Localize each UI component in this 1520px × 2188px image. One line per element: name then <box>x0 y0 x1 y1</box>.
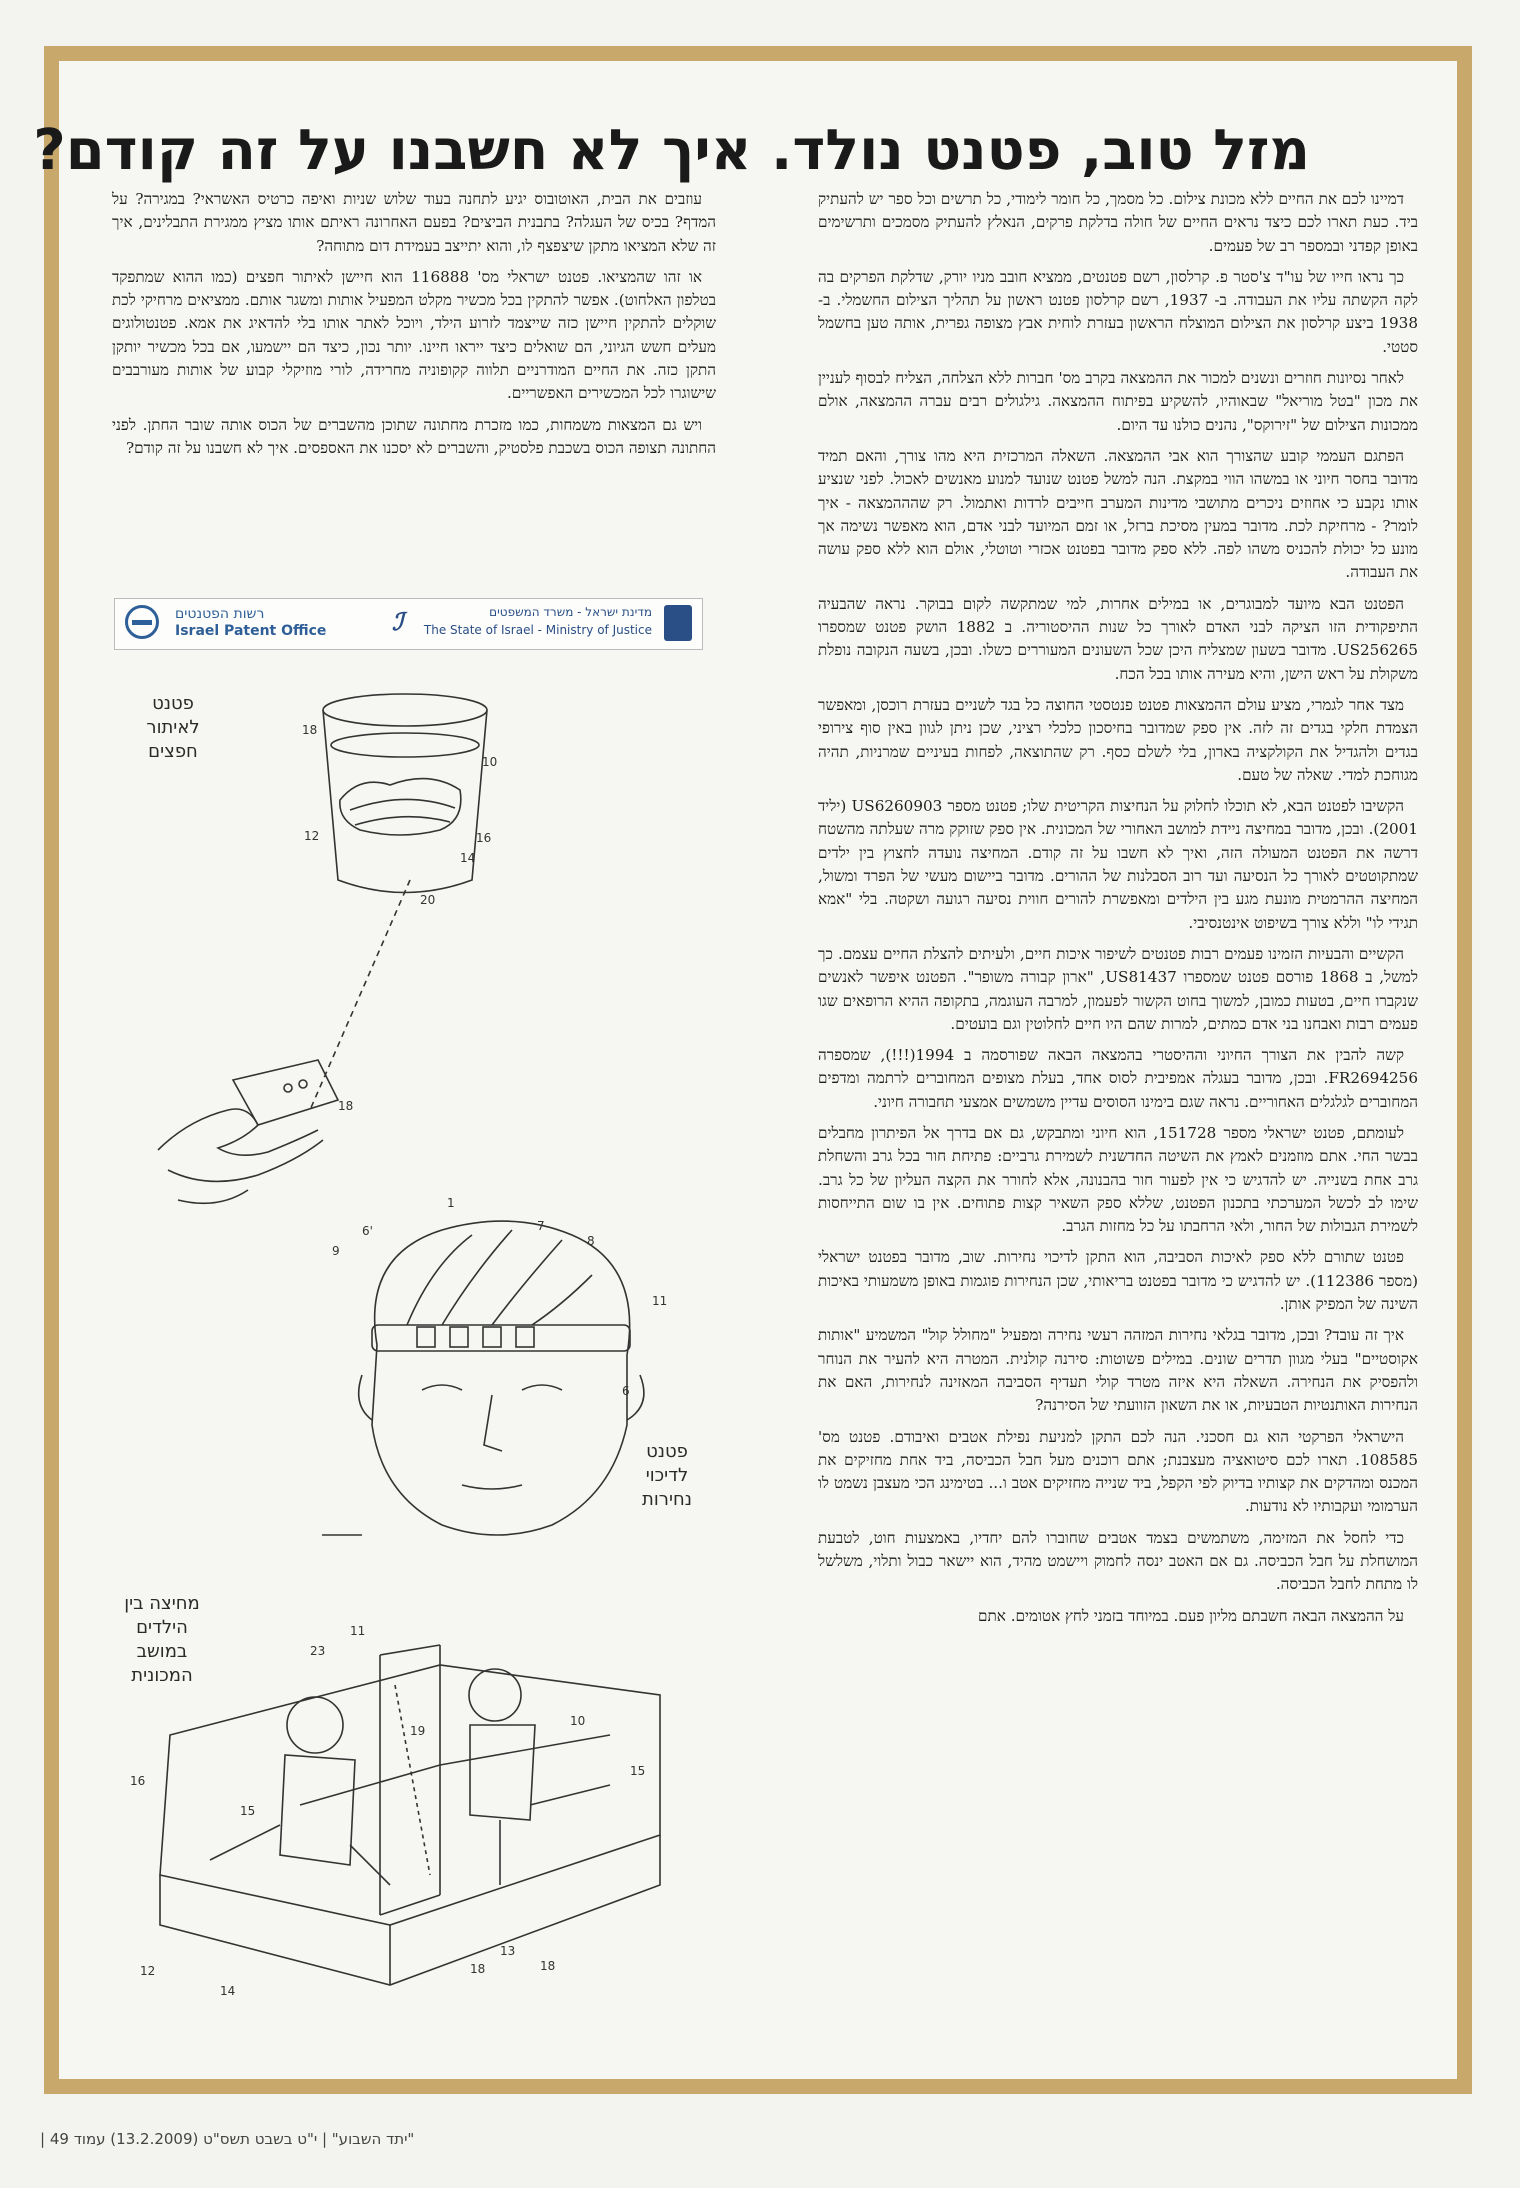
page-footer: "יתד השבוע" | י"ט בשבט תשס"ט (13.2.2009) עמוד 49 | <box>40 2130 415 2148</box>
ref-number: 15 <box>630 1764 646 1778</box>
caption-line: לאיתור <box>146 717 200 738</box>
paragraph: לאחר נסיונות חוזרים ונשנים למכור את ההמצאה בקרב מס' חברות ללא הצלחה, הצליח לבסוף לעניין את מכון "בטל מוריאל" שבאוהיו, להשקיע בפיתוח ההמצאה. גילגולים רבים עברה ההמצאה, אולם ממכונות הצילום של "זירוקס", נהנים כולנו עד היום. <box>818 369 1418 434</box>
ipo-hebrew-name: רשות הפטנטים <box>175 606 265 622</box>
article-column-right <box>818 188 1418 2023</box>
ref-number: 11 <box>652 1294 668 1308</box>
ref-number: 12 <box>304 829 320 843</box>
paragraph: כך נראו חייו של עו"ד צ'סטר פ. קרלסון, רשם פטנטים, ממציא חובב מניו יורק, שדלקת הפרקים בה לקה הקשתה עליו את העבודה. ב- 1937, רשם קרלסון פטנט ראשון על תהליך הצילום החשמלי. ב- 1938 ביצע קרלסון את הצילום המוצלח הראשון בעזרת לוחית אבץ מצופה גפרית, אותה טען בחשמל סטטי. <box>818 267 1418 356</box>
caption-line: המכונית <box>131 1665 193 1686</box>
ref-number: 8 <box>587 1234 595 1248</box>
israel-patent-office-logo <box>125 605 355 643</box>
ref-number: 18 <box>470 1962 486 1976</box>
state-emblem-icon <box>664 605 692 641</box>
caption-line: פטנט <box>152 693 194 714</box>
ref-number: 18 <box>302 723 318 737</box>
ipo-english-name: Israel Patent Office <box>175 623 327 639</box>
ref-number: 10 <box>482 755 498 769</box>
ref-number: 11 <box>350 1624 366 1638</box>
ref-number: 14 <box>460 851 476 865</box>
ref-number: 13 <box>500 1944 516 1958</box>
ipo-mark-icon: ℐ <box>392 607 404 636</box>
ministry-of-justice-logo <box>392 603 692 645</box>
ref-number: 18 <box>338 1099 354 1113</box>
paragraph: כדי לחסל את המזימה, משתמשים בצמד אטבים שחוברו להם יחדיו, באמצעות חוט, לטבעת המושחלת על חבל הכביסה. גם אם האטב ינסה לחמוק ויישמט מהיד, הוא יישאר כבול ותלוי, משלשל לו מתחת לחבל הכביסה. <box>818 1528 1418 1594</box>
glass-dentures-drawing <box>300 690 510 910</box>
ref-number: 10 <box>570 1714 586 1728</box>
ref-number: 6 <box>622 1384 630 1398</box>
caption-line: לדיכוי <box>645 1465 689 1486</box>
article-title: מזל טוב, פטנט נולד. איך לא חשבנו על זה קודם? <box>33 117 1310 183</box>
caption-object-finder <box>118 692 228 764</box>
ref-number: 12 <box>140 1964 156 1978</box>
moj-english-name: The State of Israel - Ministry of Justice <box>423 623 652 637</box>
ref-number: 23 <box>310 1644 326 1658</box>
paragraph: לעומתם, פטנט ישראלי מספר 151728, הוא חיוני ומתבקש, גם אם בדרך אל הפיתרון מחבלים בבשר החי. אתם מוזמנים לאמץ את השיטה החדשנית לשמירת גרביים: פתיחת חור בכל גרב והשחלת גרב אחת בשנייה. יש להדגיש כי אין לפעור חור בהבנונה, אלא לחורר את הקצה העליון של כל גרב. שימו לב לכשל המערכתי בתכנון הפטנט, שללא ספק השאיר קצות פתוחים. אין בו שום התייחסות לשמירת הגבולות של החור, ולאי הרחבתו על כל מחזות הגרב. <box>818 1123 1418 1236</box>
caption-snore-suppressor <box>622 1440 712 1512</box>
paragraph: הקשיים והבעיות הזמינו פעמים רבות פטנטים לשיפור איכות חיים, ולעיתים להצלת החיים עצמם. כך למשל, ב 1868 פורסם פטנט שמספרו US81437, "ארון קבורה משופר". הפטנט איפשר לאנשים שנקברו חיים, בטעות כמובן, למשוך בחוט הקשור לפעמון, למרבה העוגמה, בתקופה ההיא הרופאים שגו פעמים רבות ואבחנו בני אדם כמתים, למרות שהם היו חיים לחלוטין וגם בועטים. <box>818 944 1418 1033</box>
ref-number: 7 <box>537 1219 545 1233</box>
paragraph: הקשיבו לפטנט הבא, לא תוכלו לחלוק על הנחיצות הקריטית שלו; פטנט מספר US6260903 (יליד 2001). ובכן, מדובר במחיצה ניידת למושב האחורי של המכונית. אין ספק שזוקק מרה שעלתה מהשטח דרשה את הפטנט המעולה הזה, ואיך לא חשבו על זה קודם. המחיצה נועדה לחצוץ בין ילדים שמתקוטטים לאורך כל הנסיעה ועד רוב הסבלנות של ההורים. מדובר ביישום מעשי של הפרד ומשול, המחיצה ההרמטית מונעת מגע בין הילדים ומאפשרת להורים חווית נסיעה רגועה ושקטה. בלי "אמא תגידי לו" וללא צורך בשיפוט אינטנסיבי. <box>818 797 1418 932</box>
hand-device-drawing <box>148 1040 358 1220</box>
caption-line: נחירות <box>642 1489 692 1510</box>
globe-icon <box>125 605 159 639</box>
ref-number: 20 <box>420 893 436 907</box>
caption-line: במושב <box>136 1641 188 1662</box>
paragraph: הפתגם העממי קובע שהצורך הוא אבי ההמצאה. השאלה המרכזית היא מהו צורך, והאם תמיד מדובר בחסר חיוני או במשהו הווי במקצת. הנה למשל פטנט שנועד למנוע מאנשים לאכול. לפני שנציע אותו נקבע כי אחוזים ניכרים מתושבי מדינות המערב חייבים לרדות ואתמול. רק שהההמצאה - איך לומר? - מרחיקת לכת. מדובר במעין מסיכת ברזל, או זמם המיועד לבני אדם, הוא מאפשר נשימה אך מונע כל יכולת להכניס משהו לפה. ללא ספק מדובר בפטנט אכזרי וטוטלי, אולם הוא ללא ספק עושה את העבודה. <box>818 446 1418 582</box>
car-seat-divider-drawing <box>130 1624 680 1998</box>
paragraph: איך זה עובד? ובכן, מדובר בגלאי נחירות המזהה רעשי נחירה ומפעיל "מחולל קול" המשמיע "אותות אקוסטיים" בעלי מגוון תדרים שונים. במילים פשוטות: סירנה קולנית. המטרה היא להעיר את הנוחר ולהפסיק את הנחירה. השאלה היא איזה מטרד קולי תעדיף הסביבה המאזינה לנחירות, האם את הנחירות האותנטיות הטבעיות, או את השאון הזוועתי של הסירנה? <box>818 1326 1418 1415</box>
ref-number: 16 <box>130 1774 146 1788</box>
moj-hebrew-name: מדינת ישראל - משרד המשפטים <box>489 605 652 619</box>
paragraph: עוזבים את הבית, האוטובוס יגיע לתחנה בעוד שלוש שניות ואיפה כרטיס האשראי? במגירה? על המדף? בכיס של העגלה? בתבנית הביצים? בפעם האחרונה ראיתם אותו מציץ ממגירת התבלינים, איך זה שלא המציאו מתקן שיצפצף לו, והוא יתייצב בעמידת דום מתוחה? <box>112 190 716 255</box>
paragraph: ויש גם המצאות משמחות, כמו מזכרת מחתונה שתוכן מהשברים של הכוס אותה שובר החתן. לפני החתונה תצופה הכוס בשכבת פלסטיק, והשברים לא יסכנו את האספסים. איך לא חשבנו על זה קודם? <box>112 415 716 457</box>
ref-number: 9 <box>332 1244 340 1258</box>
paragraph: מצד אחר לגמרי, מציע עולם ההמצאות פטנט פנטסטי החוצה כל בגד לשניים בעזרת רוכסן, ומאפשר הצמדת חלקי בגדים זה לזה. אין ספק שמדובר בחיסכון כלכלי רציני, שכן ניתן לגוון באין סוף צירופי בגדים ולהגדיל את הקולקציה בארון, בלי לשלם כסף. רק שהתוצאה, לפחות בעיניים שמרניות, תהיה מגוחכת למדי. שאלה של טעם. <box>818 695 1418 784</box>
paragraph: קשה להבין את הצורך החיוני וההיסטרי בהמצאה הבאה שפורסמה ב 1994(!!!), שמספרה FR2694256. ובכן, מדובר בעגלה אמפיבית לסוס אחד, בעלת מצופים המחוברים לרתמה ומדפים המחוברים לגלגלים האחוריים. נראה שגם בימינו הסוסים עדיין משמשים אמצעי תחבורה חיוני. <box>818 1046 1418 1111</box>
paragraph: דמיינו לכם את החיים ללא מכונת צילום. כל מסמך, כל חומר לימודי, כל תרשים וכל ספר יש להעתיק ביד. כעת תארו לכם כיצד נראים החיים של חולה בדלקת פרקים, הנאלץ להעתיק מסמכים ותרשימים באופן קפדני ובמספר רב של פעמים. <box>818 190 1418 255</box>
paragraph: הפטנט הבא מיועד למבוגרים, או במילים אחרות, למי שמתקשה לקום בבוקר. נראה שהבעיה התיפקודית הזו הציקה לבני האדם לאורך כל שנות ההיסטוריה. ב 1882 הושק פטנט שמספרו US256265. מדובר בשעון שמצליח היכן שכל השעונים המעוררים כשלו. ובכן, בשעה הנקובה נופלת משקולת על ראש הישן, והיא מעירה אותו בכל הכח. <box>818 594 1418 683</box>
ref-number: 16 <box>476 831 492 845</box>
caption-line: חפצים <box>148 741 198 762</box>
paragraph: הישראלי הפרקטי הוא גם חסכני. הנה לכם התקן למניעת נפילת אטבים ואיבודם. פטנט מס' 108585. תארו לכם סיטואציה מעצבנת; אתם רוכנים מעל חבל הכביסה, ביד אחת מחזיקים את המכנס ומהדקים את קצותיו בדיוק לפי הקפל, ביד שנייה מחזיקים אטב ו... בטימינג הכי מעצבן נשמט לו הערמומי ועקבותיו לא נודעות. <box>818 1427 1418 1516</box>
ref-number: 19 <box>410 1724 426 1738</box>
ref-number: 14 <box>220 1984 236 1998</box>
ref-number: 6' <box>362 1224 373 1238</box>
caption-line: הילדים <box>136 1617 188 1638</box>
caption-line: פטנט <box>646 1441 688 1462</box>
ref-number: 1 <box>447 1196 455 1210</box>
article-column-left <box>112 188 716 608</box>
ref-number: 18 <box>540 1959 556 1973</box>
ref-number: 15 <box>240 1804 256 1818</box>
paragraph: פטנט שתורם ללא ספק לאיכות הסביבה, הוא התקן לדיכוי נחירות. שוב, מדובר בפטנט ישראלי (מספר 112386). יש להדגיש כי מדובר בפטנט בריאותי, שכן הנחירות פוגמות באופן משמעותי באיכות השינה של המפיק אותן. <box>818 1248 1418 1314</box>
paragraph: או זהו שהמציאו. פטנט ישראלי מס' 116888 הוא חיישן לאיתור חפצים (כמו ההוא שמתפקד בטלפון האלחוט). אפשר להתקין בכל מכשיר מקלט המפעיל אותות ומשגר אותם. ממציאים מרחיקי לכת שוקלים להתקין חיישן כזה שייצמד לזרוע הילד, ויוכל לאתר אותו בלי להדאיג את אמא. פטנטולוגים מעלים חשש הגיוני, הם שואלים כיצד ייראו חיינו. יותר נכון, כיצד הם יישמעו, אם בכל מכשיר יותקן התקן כזה. את החיים המודרניים תלווה קקופוניה מחרידה, לורי מוזיקלי קבוע של אותות מעורבבים שישוגרו לכל המכשירים האפשריים. <box>112 267 716 403</box>
patent-office-logo-bar <box>114 598 703 650</box>
caption-line: מחיצה בין <box>124 1593 200 1614</box>
paragraph: על ההמצאה הבאה חשבתם מליון פעם. במיוחד בזמני לחץ אטומים. אתם <box>978 1606 1404 1625</box>
